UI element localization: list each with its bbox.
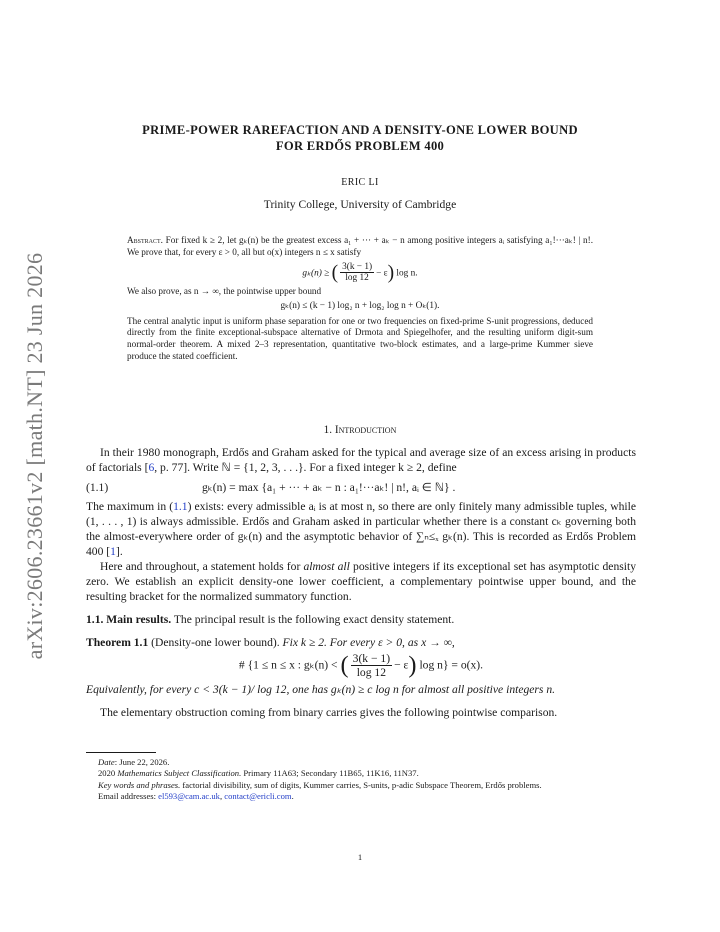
equation-number: (1.1) — [86, 481, 109, 494]
title-line-1: PRIME-POWER RAREFACTION AND A DENSITY-ONE LOWER BOUND — [142, 123, 578, 137]
arxiv-identifier: arXiv:2606.23661v2 [math.NT] 23 Jun 2026 — [22, 252, 47, 660]
footnote-keywords: Key words and phrases. factorial divisibility, sum of digits, Kummer carries, S-units, p-adic Subspace Theorem, Erdős problems. — [98, 779, 542, 790]
footnotes — [86, 757, 638, 803]
abstract-paragraph-1: For fixed k ≥ 2, let gₖ(n) be the greatest excess a₁ + ··· + aₖ − n among positive integers aᵢ satisfying a₁!···aₖ! | n!. We prove that, for every ε > 0, all but o(x) integers n ≤ x satisfy — [127, 235, 594, 257]
footnote-emails: Email addresses: el593@cam.ac.uk, contact@ericli.com. — [98, 791, 294, 802]
abstract — [127, 235, 593, 363]
footnote-msc: 2020 Mathematics Subject Classification. Primary 11A63; Secondary 11B65, 11K16, 11N37. — [98, 768, 419, 779]
intro-paragraph-1: In their 1980 monograph, Erdős and Graham asked for the typical and average size of an excess arising in products of factorials [6, p. 77]. Write ℕ = {1, 2, 3, . . .}. For a fixed integer k ≥ 2, define — [86, 446, 636, 474]
email-link-cam[interactable]: el593@cam.ac.uk — [158, 791, 220, 802]
paper-title — [80, 122, 640, 154]
equation-body: gₖ(n) = max {a₁ + ··· + aₖ − n : a₁!···aₖ! | n!, aᵢ ∈ ℕ} . — [202, 481, 456, 494]
footnote-date: Date: June 22, 2026. — [98, 757, 170, 767]
abstract-label: Abstract. — [127, 235, 163, 245]
author-name: ERIC LI — [341, 177, 379, 188]
footnote-rule — [86, 752, 156, 753]
abstract-equation-1: gₖ(n) ≥ ( $\frac{3(k - 1)}{\log 12}$ − ε) log n. — [302, 261, 418, 284]
abstract-paragraph-2: We also prove, as n → ∞, the pointwise upper bound — [127, 285, 322, 296]
equation-ref-link[interactable]: 1.1 — [173, 500, 188, 513]
author-affiliation: Trinity College, University of Cambridge — [263, 198, 457, 211]
intro-paragraph-2: The maximum in (1.1) exists: every admissible aᵢ is at most n, so there are only finitely many admissible tuples, while (1, . . . , 1) is always admissible. Erdős and Graham asked in particular whether there is a constant cₖ governing both the almost-everywhere order of gₖ(n) and the asymptotic behavior of ∑ₙ≤ₓ gₖ(n). This is recorded as Erdős Problem 400 [1]. — [86, 500, 636, 558]
theorem-equivalent-statement: Equivalently, for every c < 3(k − 1)/ log 12, one has gₖ(n) ≥ c log n for almost all positive integers n. — [86, 682, 556, 696]
section-heading-introduction: 1. Introduction — [323, 424, 397, 436]
theorem-equation: # {1 ≤ n ≤ x : gₖ(n) < ( $\frac{3(k - 1)}{\log 12}$ − ε) log n} = o(x). — [238, 651, 484, 680]
abstract-paragraph-3: The central analytic input is uniform phase separation for one or two frequencies on fixed-prime S-unit progressions, deduced directly from the finite exceptional-subspace alternative of Drmota and Spiegelhofer, and the resulting uniform digit-sum normal-order theorem. A mixed 2–3 representation, quantitative two-block estimates, and a large-prime Kummer sieve produce the stated coefficient. — [127, 315, 593, 361]
page-number: 1 — [357, 852, 363, 862]
theorem-1-1: Theorem 1.1 (Density-one lower bound). Fix k ≥ 2. For every ε > 0, as x → ∞, — [86, 636, 455, 649]
email-link-ericli[interactable]: contact@ericli.com — [224, 791, 292, 802]
abstract-equation-2: gₖ(n) ≤ (k − 1) log₂ n + log₂ log n + Oₖ(1). — [280, 300, 440, 311]
intro-paragraph-3: Here and throughout, a statement holds for almost all positive integers if its exceptional set has asymptotic density zero. We establish an explicit density-one lower coefficient, a complementary pointwise upper bound, and the resulting bracket for the normalized summatory function. — [86, 560, 637, 603]
citation-link-1[interactable]: 1 — [110, 545, 116, 558]
title-line-2: FOR ERDŐS PROBLEM 400 — [275, 139, 445, 153]
intro-paragraph-last: The elementary obstruction coming from binary carries gives the following pointwise comparison. — [100, 705, 558, 719]
citation-link-6[interactable]: 6 — [148, 461, 155, 474]
equation-1-1 — [86, 478, 636, 498]
introduction-body — [86, 445, 636, 720]
subsection-main-results: 1.1. Main results. The principal result is the following exact density statement. — [86, 613, 455, 626]
